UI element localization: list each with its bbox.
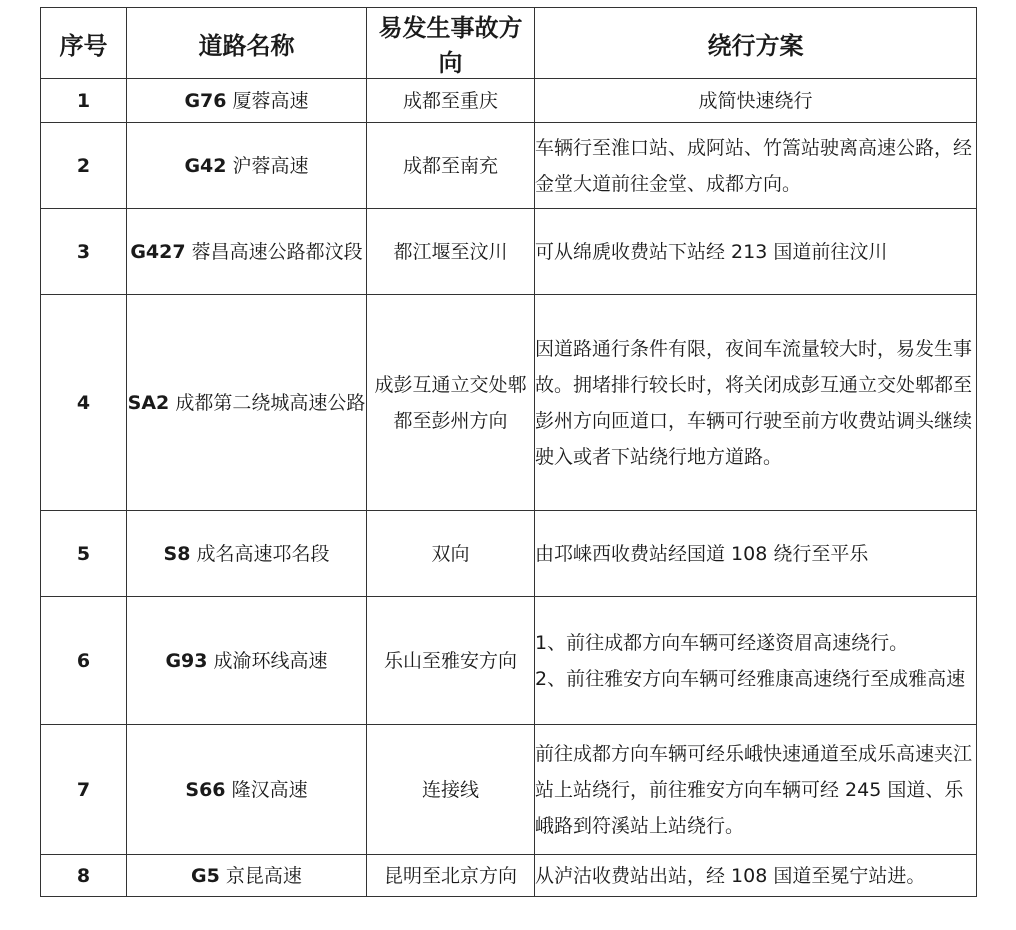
plan-line: 车辆行至淮口站、成阿站、竹篙站驶离高速公路，经金堂大道前往金堂、成都方向。 xyxy=(535,136,973,195)
table-row xyxy=(41,511,977,597)
cell-direction: 连接线 xyxy=(367,725,535,855)
cell-road xyxy=(127,295,367,511)
road-name: 蓉昌高速公路都汶段 xyxy=(191,240,363,263)
road-code: SA2 xyxy=(127,391,170,414)
table-row xyxy=(41,209,977,295)
road-name: 沪蓉高速 xyxy=(232,154,309,177)
road-name: 成渝环线高速 xyxy=(213,649,328,672)
header-row xyxy=(41,8,977,79)
cell-road xyxy=(127,511,367,597)
plan-line: 成简快速绕行 xyxy=(698,89,813,112)
road-name: 成都第二绕城高速公路 xyxy=(175,391,366,414)
cell-plan xyxy=(535,855,977,897)
road-code: G42 xyxy=(184,154,227,177)
cell-road xyxy=(127,209,367,295)
cell-direction: 成彭互通立交处郫都至彭州方向 xyxy=(367,295,535,511)
header-road: 道路名称 xyxy=(127,8,367,79)
road-code: G76 xyxy=(184,89,227,112)
road-code: G93 xyxy=(165,649,208,672)
table-row xyxy=(41,725,977,855)
table-row xyxy=(41,79,977,123)
cell-num: 5 xyxy=(41,511,127,597)
plan-line: 从泸沽收费站出站，经 108 国道至冕宁站进。 xyxy=(535,864,926,887)
header-num: 序号 xyxy=(41,8,127,79)
cell-direction: 成都至南充 xyxy=(367,123,535,209)
cell-plan xyxy=(535,511,977,597)
plan-line: 1、前往成都方向车辆可经遂资眉高速绕行。 xyxy=(535,631,909,654)
road-name: 厦蓉高速 xyxy=(232,89,309,112)
header-direction: 易发生事故方向 xyxy=(367,8,535,79)
road-code: S66 xyxy=(185,778,226,801)
cell-road xyxy=(127,725,367,855)
table-row xyxy=(41,855,977,897)
plan-line: 前往成都方向车辆可经乐峨快速通道至成乐高速夹江站上站绕行，前往雅安方向车辆可经 245 国道、乐峨路到符溪站上站绕行。 xyxy=(535,742,973,837)
table-row xyxy=(41,597,977,725)
cell-road xyxy=(127,123,367,209)
header-plan: 绕行方案 xyxy=(535,8,977,79)
cell-plan xyxy=(535,295,977,511)
cell-num: 7 xyxy=(41,725,127,855)
road-name: 成名高速邛名段 xyxy=(196,542,330,565)
cell-direction: 都江堰至汶川 xyxy=(367,209,535,295)
plan-line: 可从绵虒收费站下站经 213 国道前往汶川 xyxy=(535,240,888,263)
cell-plan xyxy=(535,79,977,123)
cell-direction: 乐山至雅安方向 xyxy=(367,597,535,725)
cell-road xyxy=(127,79,367,123)
cell-road xyxy=(127,597,367,725)
table-row xyxy=(41,295,977,511)
cell-direction: 双向 xyxy=(367,511,535,597)
cell-direction: 成都至重庆 xyxy=(367,79,535,123)
cell-plan xyxy=(535,597,977,725)
cell-num: 8 xyxy=(41,855,127,897)
road-code: S8 xyxy=(163,542,191,565)
cell-num: 2 xyxy=(41,123,127,209)
road-name: 隆汉高速 xyxy=(231,778,308,801)
cell-num: 3 xyxy=(41,209,127,295)
cell-plan xyxy=(535,123,977,209)
cell-num: 4 xyxy=(41,295,127,511)
cell-plan xyxy=(535,725,977,855)
plan-line: 因道路通行条件有限，夜间车流量较大时，易发生事故。拥堵排行较长时，将关闭成彭互通立交处郫都至彭州方向匝道口，车辆可行驶至前方收费站调头继续驶入或者下站绕行地方道路。 xyxy=(535,337,973,468)
road-code: G5 xyxy=(191,864,220,887)
plan-line: 2、前往雅安方向车辆可经雅康高速绕行至成雅高速 xyxy=(535,667,966,690)
road-code: G427 xyxy=(130,240,186,263)
cell-num: 6 xyxy=(41,597,127,725)
cell-num: 1 xyxy=(41,79,127,123)
cell-plan xyxy=(535,209,977,295)
table-row xyxy=(41,123,977,209)
detour-plan-table xyxy=(40,7,977,897)
cell-direction: 昆明至北京方向 xyxy=(367,855,535,897)
cell-road xyxy=(127,855,367,897)
road-name: 京昆高速 xyxy=(225,864,302,887)
plan-line: 由邛崃西收费站经国道 108 绕行至平乐 xyxy=(535,542,869,565)
